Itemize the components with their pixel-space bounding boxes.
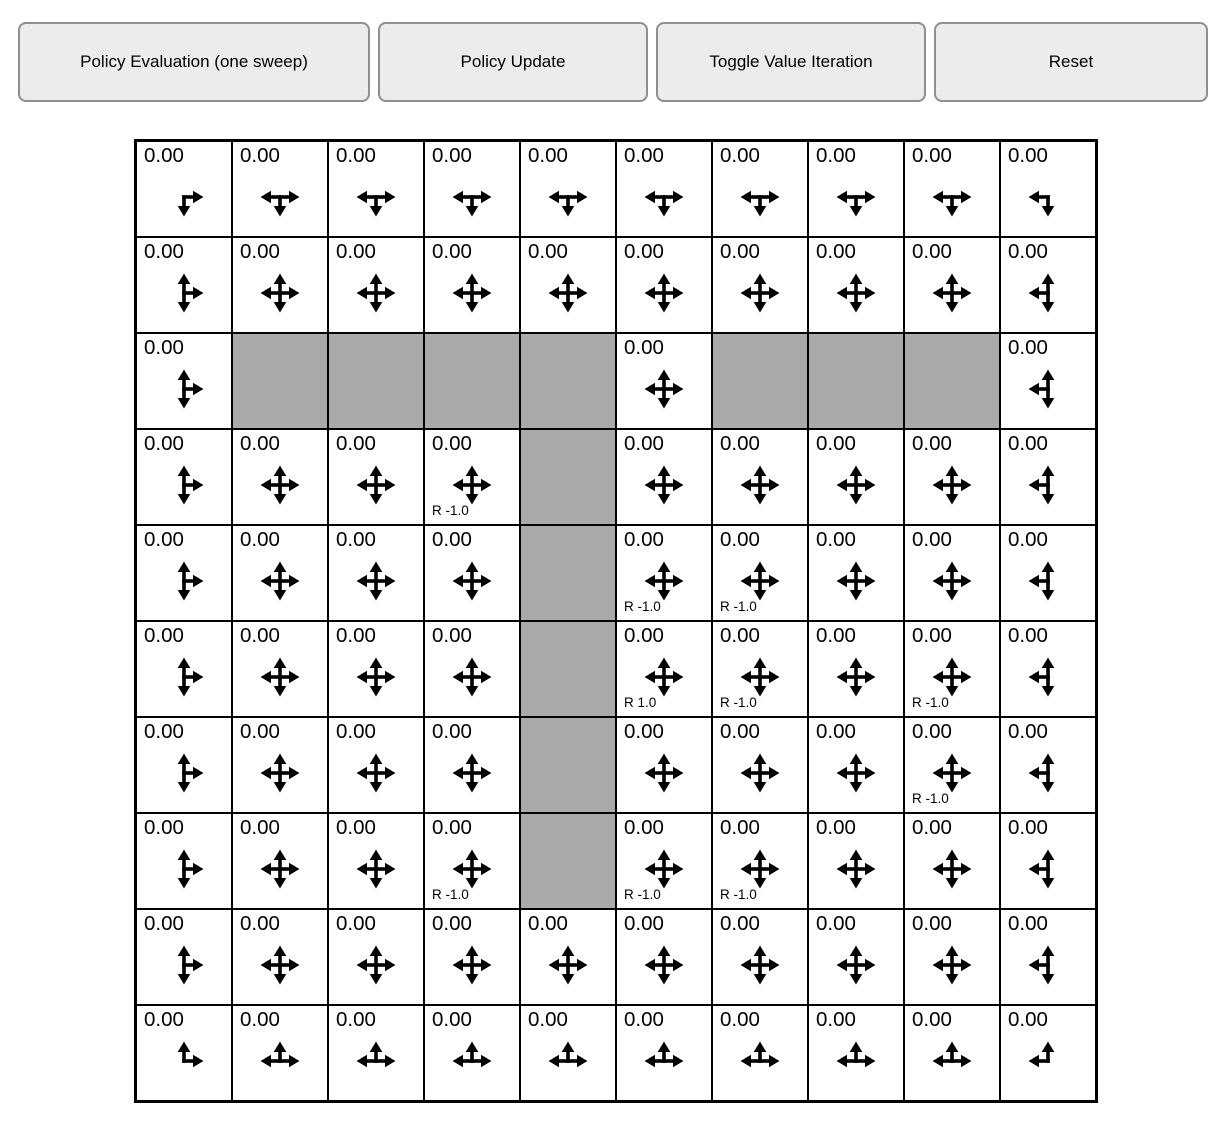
- policy-arrows-icon: [544, 941, 592, 989]
- grid-cell: [136, 429, 232, 525]
- cell-value: 0.00: [816, 528, 856, 551]
- grid-cell: [712, 525, 808, 621]
- wall-cell: [520, 525, 616, 621]
- policy-arrows-icon: [256, 941, 304, 989]
- policy-arrows-icon: [448, 461, 496, 509]
- cell-value: 0.00: [1008, 720, 1048, 743]
- wall-cell: [808, 333, 904, 429]
- grid-cell: [328, 237, 424, 333]
- wall-cell: [232, 333, 328, 429]
- policy-arrows-icon: [1024, 557, 1072, 605]
- cell-value: 0.00: [1008, 816, 1048, 839]
- policy-arrows-icon: [928, 749, 976, 797]
- cell-value: 0.00: [240, 912, 280, 935]
- cell-value: 0.00: [816, 1008, 856, 1031]
- wall-cell: [520, 717, 616, 813]
- grid-cell: [712, 621, 808, 717]
- grid-cell: [424, 909, 520, 1005]
- grid-cell: [616, 429, 712, 525]
- grid-cell: [424, 429, 520, 525]
- policy-arrows-icon: [832, 941, 880, 989]
- cell-reward-label: R -1.0: [432, 887, 469, 902]
- policy-arrows-icon: [352, 941, 400, 989]
- grid-cell: [1000, 813, 1096, 909]
- cell-value: 0.00: [240, 1008, 280, 1031]
- grid-cell: [904, 237, 1000, 333]
- policy-arrows-icon: [832, 557, 880, 605]
- cell-value: 0.00: [720, 912, 760, 935]
- grid-cell: [1000, 1005, 1096, 1101]
- policy-arrows-icon: [736, 173, 784, 221]
- grid-cell: [520, 141, 616, 237]
- grid-cell: [232, 621, 328, 717]
- cell-value: 0.00: [816, 240, 856, 263]
- policy-arrows-icon: [640, 1037, 688, 1085]
- policy-arrows-icon: [928, 941, 976, 989]
- grid-cell: [136, 141, 232, 237]
- grid-cell: [616, 141, 712, 237]
- policy-arrows-icon: [352, 269, 400, 317]
- policy-arrows-icon: [544, 1037, 592, 1085]
- policy-arrows-icon: [640, 845, 688, 893]
- policy-arrows-icon: [160, 845, 208, 893]
- policy-arrows-icon: [352, 461, 400, 509]
- grid-cell: [904, 909, 1000, 1005]
- policy-arrows-icon: [448, 269, 496, 317]
- cell-reward-label: R -1.0: [624, 887, 661, 902]
- policy-arrows-icon: [832, 845, 880, 893]
- policy-arrows-icon: [1024, 269, 1072, 317]
- cell-value: 0.00: [240, 240, 280, 263]
- policy-arrows-icon: [832, 749, 880, 797]
- cell-value: 0.00: [720, 240, 760, 263]
- cell-value: 0.00: [432, 816, 472, 839]
- cell-value: 0.00: [1008, 432, 1048, 455]
- policy-arrows-icon: [448, 749, 496, 797]
- grid-cell: [1000, 237, 1096, 333]
- policy-arrows-icon: [256, 653, 304, 701]
- policy-arrows-icon: [640, 941, 688, 989]
- grid-cell: [424, 1005, 520, 1101]
- grid-cell: [616, 621, 712, 717]
- grid-cell: [1000, 333, 1096, 429]
- policy-arrows-icon: [1024, 941, 1072, 989]
- policy-arrows-icon: [640, 749, 688, 797]
- cell-value: 0.00: [336, 624, 376, 647]
- policy-arrows-icon: [352, 1037, 400, 1085]
- policy-arrows-icon: [1024, 365, 1072, 413]
- cell-value: 0.00: [912, 624, 952, 647]
- cell-value: 0.00: [720, 720, 760, 743]
- cell-value: 0.00: [1008, 144, 1048, 167]
- policy-arrows-icon: [160, 365, 208, 413]
- grid-cell: [808, 237, 904, 333]
- policy-arrows-icon: [832, 653, 880, 701]
- grid-cell: [712, 1005, 808, 1101]
- grid-cell: [904, 813, 1000, 909]
- policy-arrows-icon: [640, 269, 688, 317]
- grid-cell: [232, 717, 328, 813]
- policy-arrows-icon: [1024, 173, 1072, 221]
- policy-arrows-icon: [928, 557, 976, 605]
- grid-cell: [136, 237, 232, 333]
- cell-value: 0.00: [912, 144, 952, 167]
- grid-cell: [232, 429, 328, 525]
- cell-value: 0.00: [240, 432, 280, 455]
- grid-cell: [808, 717, 904, 813]
- grid-cell: [1000, 717, 1096, 813]
- grid-cell: [232, 813, 328, 909]
- cell-reward-label: R -1.0: [912, 791, 949, 806]
- cell-value: 0.00: [144, 816, 184, 839]
- grid-cell: [808, 621, 904, 717]
- grid-cell: [232, 909, 328, 1005]
- cell-value: 0.00: [624, 816, 664, 839]
- cell-value: 0.00: [336, 144, 376, 167]
- grid-cell: [712, 429, 808, 525]
- cell-value: 0.00: [624, 432, 664, 455]
- policy-arrows-icon: [736, 557, 784, 605]
- cell-value: 0.00: [1008, 1008, 1048, 1031]
- grid-cell: [328, 525, 424, 621]
- cell-value: 0.00: [240, 144, 280, 167]
- wall-cell: [520, 813, 616, 909]
- grid-cell: [1000, 429, 1096, 525]
- policy-arrows-icon: [448, 173, 496, 221]
- cell-value: 0.00: [432, 1008, 472, 1031]
- cell-value: 0.00: [624, 144, 664, 167]
- cell-value: 0.00: [240, 624, 280, 647]
- grid-cell: [1000, 525, 1096, 621]
- grid-cell: [232, 1005, 328, 1101]
- grid-cell: [808, 141, 904, 237]
- grid-cell: [232, 141, 328, 237]
- grid-cell: [616, 813, 712, 909]
- grid-cell: [712, 717, 808, 813]
- policy-arrows-icon: [160, 1037, 208, 1085]
- policy-arrows-icon: [448, 845, 496, 893]
- policy-arrows-icon: [928, 461, 976, 509]
- grid-cell: [424, 813, 520, 909]
- policy-arrows-icon: [640, 461, 688, 509]
- policy-arrows-icon: [928, 653, 976, 701]
- policy-arrows-icon: [1024, 461, 1072, 509]
- cell-reward-label: R -1.0: [912, 695, 949, 710]
- policy-arrows-icon: [1024, 653, 1072, 701]
- cell-value: 0.00: [720, 144, 760, 167]
- grid-cell: [328, 909, 424, 1005]
- cell-value: 0.00: [240, 816, 280, 839]
- cell-value: 0.00: [624, 240, 664, 263]
- policy-arrows-icon: [544, 173, 592, 221]
- policy-arrows-icon: [736, 461, 784, 509]
- cell-value: 0.00: [816, 720, 856, 743]
- grid-cell: [136, 525, 232, 621]
- grid-cell: [904, 717, 1000, 813]
- policy-arrows-icon: [1024, 845, 1072, 893]
- grid-cell: [136, 1005, 232, 1101]
- cell-reward-label: R -1.0: [720, 599, 757, 614]
- policy-arrows-icon: [256, 1037, 304, 1085]
- policy-arrows-icon: [160, 461, 208, 509]
- wall-cell: [520, 429, 616, 525]
- cell-value: 0.00: [816, 432, 856, 455]
- cell-value: 0.00: [432, 912, 472, 935]
- cell-reward-label: R -1.0: [624, 599, 661, 614]
- cell-value: 0.00: [144, 432, 184, 455]
- cell-value: 0.00: [912, 528, 952, 551]
- cell-value: 0.00: [336, 816, 376, 839]
- cell-value: 0.00: [336, 240, 376, 263]
- policy-update-button[interactable]: Policy Update: [378, 22, 648, 102]
- cell-value: 0.00: [432, 720, 472, 743]
- policy-arrows-icon: [832, 1037, 880, 1085]
- policy-arrows-icon: [448, 941, 496, 989]
- cell-reward-label: R -1.0: [720, 695, 757, 710]
- grid-cell: [712, 909, 808, 1005]
- cell-value: 0.00: [336, 720, 376, 743]
- grid-cell: [232, 525, 328, 621]
- cell-reward-label: R -1.0: [432, 503, 469, 518]
- cell-value: 0.00: [720, 528, 760, 551]
- policy-arrows-icon: [160, 749, 208, 797]
- policy-arrows-icon: [736, 1037, 784, 1085]
- toolbar: [0, 0, 1232, 102]
- policy-arrows-icon: [352, 749, 400, 797]
- wall-cell: [520, 621, 616, 717]
- grid-cell: [712, 237, 808, 333]
- cell-value: 0.00: [1008, 624, 1048, 647]
- cell-value: 0.00: [144, 624, 184, 647]
- wall-cell: [904, 333, 1000, 429]
- grid-cell: [328, 429, 424, 525]
- grid-cell: [808, 525, 904, 621]
- cell-value: 0.00: [336, 1008, 376, 1031]
- grid-cell: [328, 717, 424, 813]
- grid-cell: [808, 813, 904, 909]
- policy-arrows-icon: [352, 173, 400, 221]
- grid-cell: [424, 525, 520, 621]
- policy-arrows-icon: [736, 653, 784, 701]
- policy-arrows-icon: [256, 269, 304, 317]
- policy-arrows-icon: [736, 749, 784, 797]
- cell-value: 0.00: [720, 624, 760, 647]
- grid-cell: [424, 717, 520, 813]
- cell-value: 0.00: [1008, 336, 1048, 359]
- cell-value: 0.00: [144, 720, 184, 743]
- policy-arrows-icon: [640, 173, 688, 221]
- grid-cell: [1000, 909, 1096, 1005]
- toggle-value-iteration-button[interactable]: Toggle Value Iteration: [656, 22, 926, 102]
- policy-arrows-icon: [256, 845, 304, 893]
- cell-value: 0.00: [624, 336, 664, 359]
- policy-arrows-icon: [160, 653, 208, 701]
- policy-arrows-icon: [1024, 1037, 1072, 1085]
- grid-cell: [616, 717, 712, 813]
- policy-arrows-icon: [832, 269, 880, 317]
- grid-cell: [136, 333, 232, 429]
- policy-arrows-icon: [832, 173, 880, 221]
- cell-value: 0.00: [144, 528, 184, 551]
- policy-evaluation-button[interactable]: Policy Evaluation (one sweep): [18, 22, 370, 102]
- cell-value: 0.00: [432, 528, 472, 551]
- grid-cell: [616, 237, 712, 333]
- grid-cell: [904, 621, 1000, 717]
- cell-value: 0.00: [432, 144, 472, 167]
- grid-cell: [616, 909, 712, 1005]
- cell-value: 0.00: [912, 432, 952, 455]
- grid-cell: [808, 429, 904, 525]
- policy-arrows-icon: [160, 557, 208, 605]
- policy-arrows-icon: [640, 557, 688, 605]
- policy-arrows-icon: [448, 557, 496, 605]
- policy-arrows-icon: [256, 173, 304, 221]
- cell-value: 0.00: [432, 624, 472, 647]
- cell-value: 0.00: [144, 912, 184, 935]
- grid-cell: [904, 429, 1000, 525]
- policy-arrows-icon: [448, 1037, 496, 1085]
- grid-cell: [424, 621, 520, 717]
- grid-cell: [712, 813, 808, 909]
- policy-arrows-icon: [736, 269, 784, 317]
- cell-value: 0.00: [336, 432, 376, 455]
- grid-cell: [328, 621, 424, 717]
- grid-cell: [616, 333, 712, 429]
- policy-arrows-icon: [352, 653, 400, 701]
- cell-value: 0.00: [912, 240, 952, 263]
- cell-value: 0.00: [1008, 240, 1048, 263]
- grid-cell: [808, 1005, 904, 1101]
- cell-value: 0.00: [528, 144, 568, 167]
- cell-value: 0.00: [240, 528, 280, 551]
- cell-value: 0.00: [144, 336, 184, 359]
- wall-cell: [712, 333, 808, 429]
- cell-value: 0.00: [624, 528, 664, 551]
- cell-value: 0.00: [720, 432, 760, 455]
- policy-arrows-icon: [928, 1037, 976, 1085]
- cell-value: 0.00: [144, 144, 184, 167]
- cell-value: 0.00: [1008, 912, 1048, 935]
- cell-value: 0.00: [336, 528, 376, 551]
- cell-value: 0.00: [624, 624, 664, 647]
- wall-cell: [520, 333, 616, 429]
- grid-cell: [616, 1005, 712, 1101]
- cell-value: 0.00: [816, 912, 856, 935]
- grid-cell: [520, 1005, 616, 1101]
- grid-cell: [136, 621, 232, 717]
- policy-arrows-icon: [928, 269, 976, 317]
- policy-arrows-icon: [160, 269, 208, 317]
- policy-arrows-icon: [544, 269, 592, 317]
- policy-arrows-icon: [160, 941, 208, 989]
- policy-arrows-icon: [736, 941, 784, 989]
- grid-cell: [136, 909, 232, 1005]
- grid-cell: [904, 525, 1000, 621]
- cell-value: 0.00: [912, 816, 952, 839]
- cell-value: 0.00: [144, 1008, 184, 1031]
- cell-reward-label: R -1.0: [720, 887, 757, 902]
- cell-value: 0.00: [912, 1008, 952, 1031]
- cell-value: 0.00: [528, 240, 568, 263]
- grid-cell: [136, 717, 232, 813]
- policy-arrows-icon: [448, 653, 496, 701]
- grid-cell: [616, 525, 712, 621]
- policy-arrows-icon: [1024, 749, 1072, 797]
- grid-cell: [1000, 621, 1096, 717]
- cell-value: 0.00: [912, 720, 952, 743]
- policy-arrows-icon: [736, 845, 784, 893]
- cell-value: 0.00: [336, 912, 376, 935]
- wall-cell: [328, 333, 424, 429]
- grid-cell: [328, 1005, 424, 1101]
- cell-value: 0.00: [240, 720, 280, 743]
- reset-button[interactable]: Reset: [934, 22, 1208, 102]
- policy-arrows-icon: [160, 173, 208, 221]
- grid-cell: [328, 813, 424, 909]
- cell-value: 0.00: [624, 1008, 664, 1031]
- policy-arrows-icon: [928, 173, 976, 221]
- cell-value: 0.00: [144, 240, 184, 263]
- grid-cell: [1000, 141, 1096, 237]
- gridworld-grid: [134, 139, 1098, 1103]
- cell-value: 0.00: [720, 1008, 760, 1031]
- policy-arrows-icon: [640, 653, 688, 701]
- grid-cell: [328, 141, 424, 237]
- policy-arrows-icon: [256, 749, 304, 797]
- grid-cell: [520, 909, 616, 1005]
- policy-arrows-icon: [928, 845, 976, 893]
- cell-value: 0.00: [624, 912, 664, 935]
- cell-value: 0.00: [432, 432, 472, 455]
- cell-value: 0.00: [624, 720, 664, 743]
- grid-cell: [424, 141, 520, 237]
- policy-arrows-icon: [256, 557, 304, 605]
- policy-arrows-icon: [352, 557, 400, 605]
- grid-cell: [424, 237, 520, 333]
- policy-arrows-icon: [256, 461, 304, 509]
- cell-value: 0.00: [816, 624, 856, 647]
- cell-value: 0.00: [912, 912, 952, 935]
- cell-value: 0.00: [432, 240, 472, 263]
- cell-value: 0.00: [528, 912, 568, 935]
- cell-value: 0.00: [816, 144, 856, 167]
- cell-value: 0.00: [816, 816, 856, 839]
- grid-cell: [904, 141, 1000, 237]
- policy-arrows-icon: [832, 461, 880, 509]
- wall-cell: [424, 333, 520, 429]
- grid-cell: [904, 1005, 1000, 1101]
- cell-reward-label: R 1.0: [624, 695, 657, 710]
- cell-value: 0.00: [1008, 528, 1048, 551]
- grid-cell: [808, 909, 904, 1005]
- policy-arrows-icon: [640, 365, 688, 413]
- grid-cell: [712, 141, 808, 237]
- policy-arrows-icon: [352, 845, 400, 893]
- grid-cell: [232, 237, 328, 333]
- cell-value: 0.00: [720, 816, 760, 839]
- grid-cell: [136, 813, 232, 909]
- cell-value: 0.00: [528, 1008, 568, 1031]
- grid-cell: [520, 237, 616, 333]
